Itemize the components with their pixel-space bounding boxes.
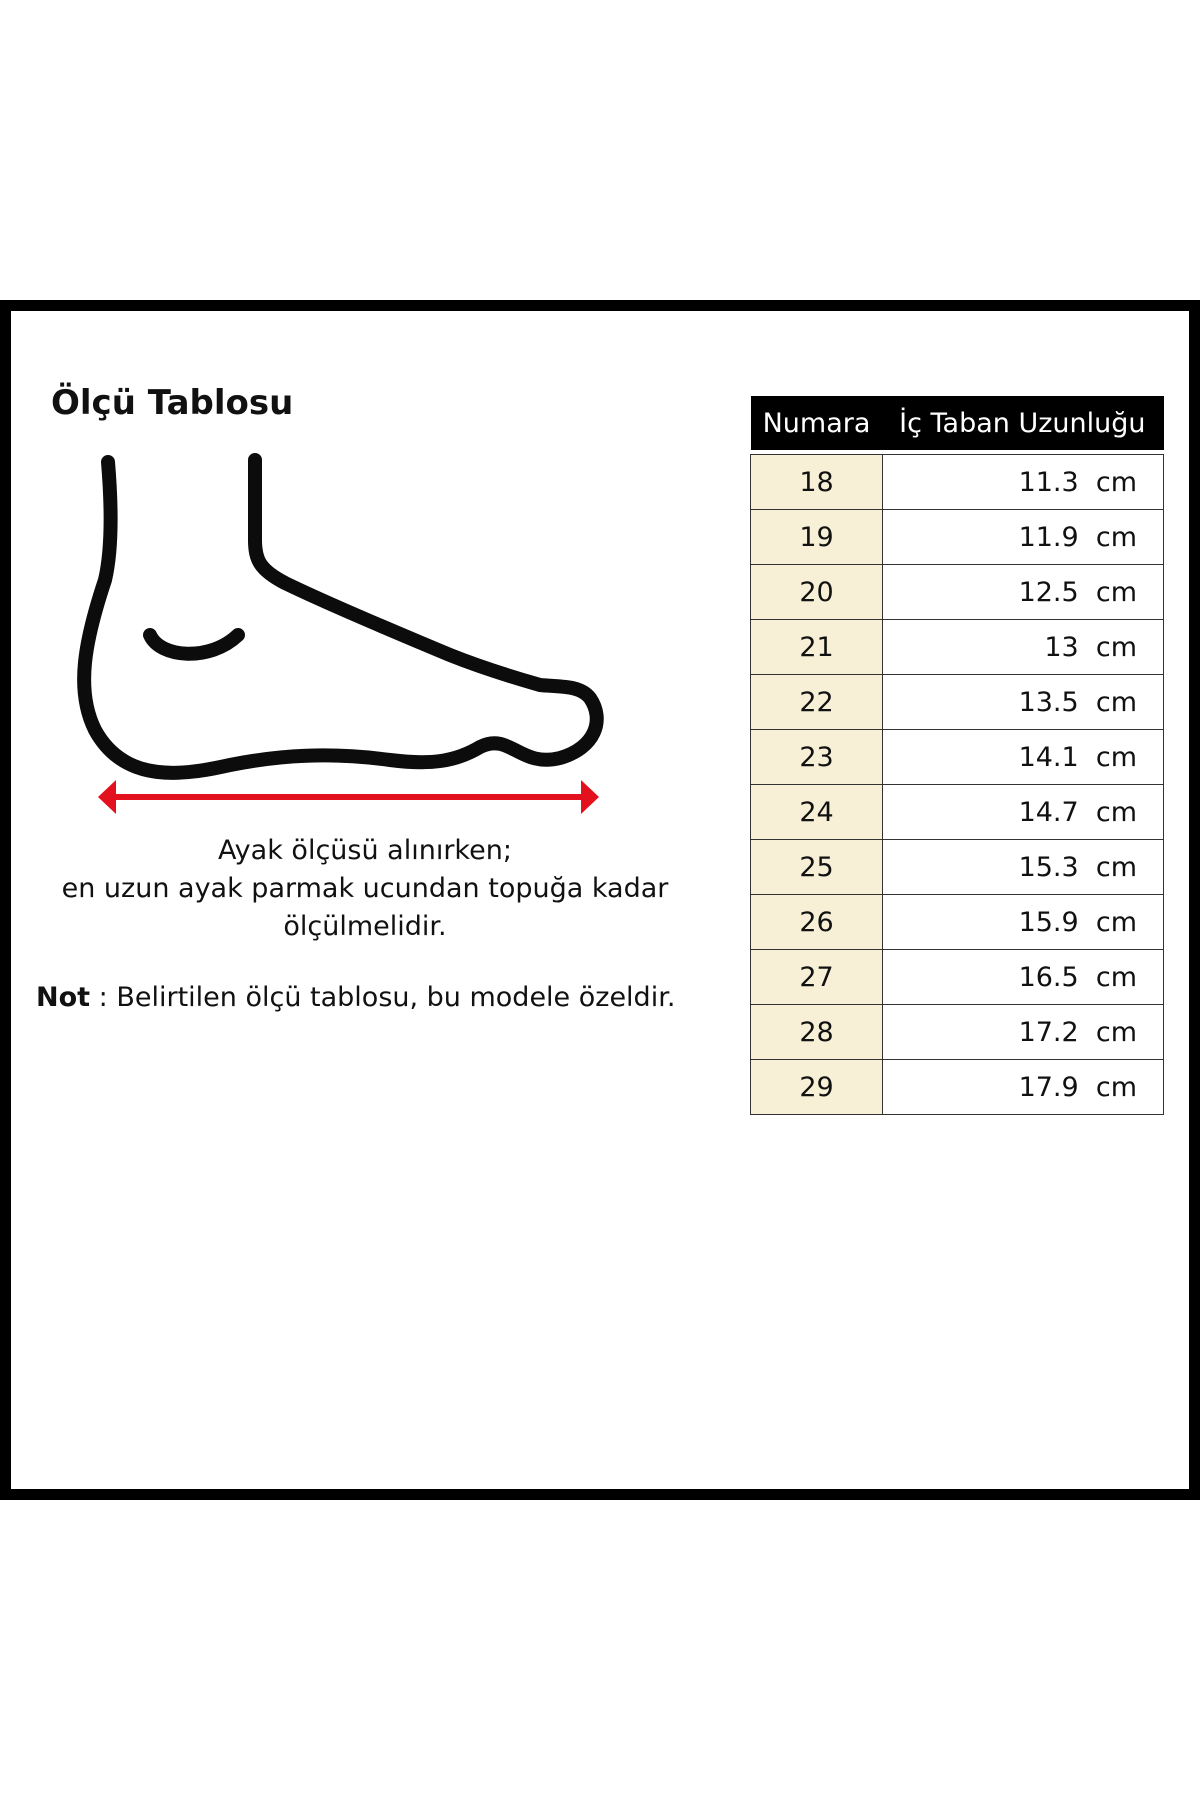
size-cell: 20 — [751, 565, 883, 620]
double-arrow-icon — [98, 780, 599, 814]
length-cell: 13.5 cm — [883, 675, 1164, 730]
length-cell: 15.3 cm — [883, 840, 1164, 895]
size-cell: 26 — [751, 895, 883, 950]
table-row — [751, 510, 1164, 565]
table-row — [751, 950, 1164, 1005]
length-cell: 16.5 cm — [883, 950, 1164, 1005]
size-cell: 22 — [751, 675, 883, 730]
size-cell: 21 — [751, 620, 883, 675]
size-cell: 28 — [751, 1005, 883, 1060]
instructions-line-3: ölçülmelidir. — [283, 911, 447, 942]
length-cell: 14.1 cm — [883, 730, 1164, 785]
size-cell: 27 — [751, 950, 883, 1005]
instructions-line-2: en uzun ayak parmak ucundan topuğa kadar — [61, 873, 669, 904]
size-cell: 23 — [751, 730, 883, 785]
size-table — [750, 396, 1164, 1115]
table-row — [751, 1060, 1164, 1115]
size-cell: 18 — [751, 455, 883, 510]
table-row — [751, 565, 1164, 620]
length-cell: 12.5 cm — [883, 565, 1164, 620]
table-row — [751, 620, 1164, 675]
table-row — [751, 785, 1164, 840]
foot-outline-icon — [70, 440, 610, 820]
size-cell: 19 — [751, 510, 883, 565]
note-body: Belirtilen ölçü tablosu, bu modele özeldir. — [116, 982, 676, 1013]
size-cell: 24 — [751, 785, 883, 840]
length-cell: 11.9 cm — [883, 510, 1164, 565]
table-row — [751, 1005, 1164, 1060]
length-cell: 14.7 cm — [883, 785, 1164, 840]
header-size: Numara — [751, 396, 883, 450]
table-row — [751, 455, 1164, 510]
table-row — [751, 895, 1164, 950]
length-cell: 17.2 cm — [883, 1005, 1164, 1060]
table-header-row — [751, 396, 1164, 450]
length-cell: 11.3 cm — [883, 455, 1164, 510]
measurement-instructions — [40, 832, 690, 946]
table-row — [751, 840, 1164, 895]
page-title: Ölçü Tablosu — [51, 383, 294, 423]
length-cell: 17.9 cm — [883, 1060, 1164, 1115]
note-label: Not — [36, 982, 91, 1013]
note-text — [36, 982, 716, 1013]
header-insole-length: İç Taban Uzunluğu — [883, 396, 1164, 450]
size-cell: 29 — [751, 1060, 883, 1115]
length-cell: 13 cm — [883, 620, 1164, 675]
table-row — [751, 675, 1164, 730]
note-separator: : — [90, 982, 117, 1013]
length-cell: 15.9 cm — [883, 895, 1164, 950]
size-cell: 25 — [751, 840, 883, 895]
table-row — [751, 730, 1164, 785]
instructions-line-1: Ayak ölçüsü alınırken; — [218, 835, 512, 866]
